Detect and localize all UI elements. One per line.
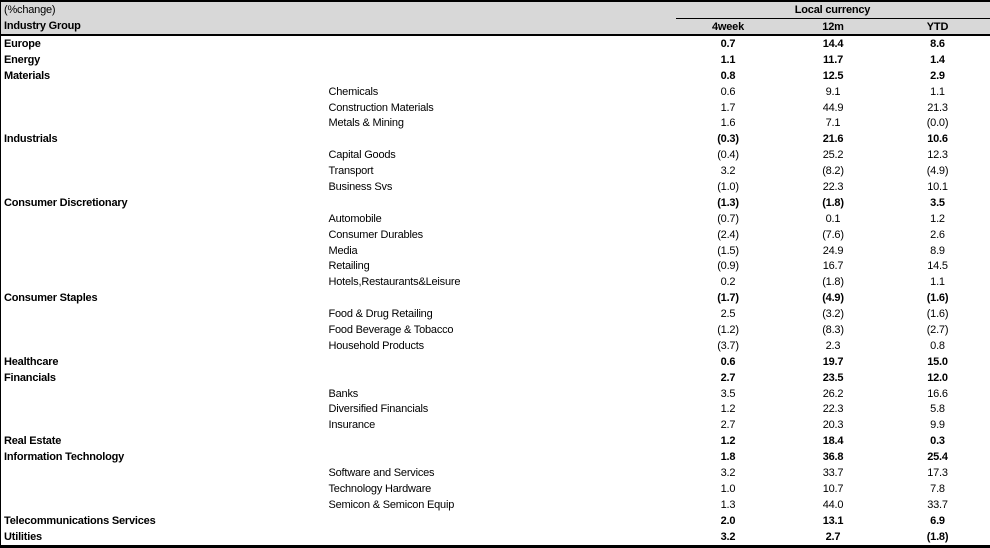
value-ytd: (0.0) (886, 115, 990, 131)
industry-label (1, 243, 326, 259)
industry-label (1, 465, 326, 481)
value-4week: 1.3 (676, 497, 781, 513)
table-row (1, 417, 990, 433)
value-4week: (1.7) (676, 290, 781, 306)
value-12m: 19.7 (781, 354, 886, 370)
value-12m: 44.9 (781, 100, 886, 116)
value-ytd: 2.6 (886, 227, 990, 243)
table-row (1, 131, 990, 147)
industry-label (1, 84, 326, 100)
subindustry-label: Diversified Financials (326, 401, 676, 417)
value-ytd: (1.8) (886, 529, 990, 546)
industry-label (1, 179, 326, 195)
value-12m: 13.1 (781, 513, 886, 529)
industry-label: Energy (1, 52, 326, 68)
table-row (1, 115, 990, 131)
value-ytd: 1.1 (886, 84, 990, 100)
subindustry-label (326, 131, 676, 147)
value-ytd: 33.7 (886, 497, 990, 513)
value-ytd: 10.6 (886, 131, 990, 147)
value-ytd: 5.8 (886, 401, 990, 417)
value-12m: 16.7 (781, 258, 886, 274)
industry-label (1, 100, 326, 116)
value-ytd: 21.3 (886, 100, 990, 116)
subindustry-label: Metals & Mining (326, 115, 676, 131)
value-ytd: (1.6) (886, 306, 990, 322)
value-12m: 26.2 (781, 386, 886, 402)
industry-label (1, 401, 326, 417)
industry-label (1, 386, 326, 402)
industry-label: Healthcare (1, 354, 326, 370)
value-12m: 9.1 (781, 84, 886, 100)
table-row (1, 386, 990, 402)
industry-label (1, 163, 326, 179)
value-12m: 22.3 (781, 179, 886, 195)
value-4week: 3.2 (676, 163, 781, 179)
table-row (1, 465, 990, 481)
value-4week: 2.7 (676, 417, 781, 433)
subindustry-label (326, 513, 676, 529)
value-12m: (1.8) (781, 195, 886, 211)
value-4week: (1.2) (676, 322, 781, 338)
table-row (1, 338, 990, 354)
value-4week: (0.9) (676, 258, 781, 274)
value-ytd: 25.4 (886, 449, 990, 465)
industry-label: Europe (1, 35, 326, 52)
value-ytd: 3.5 (886, 195, 990, 211)
value-12m: 18.4 (781, 433, 886, 449)
industry-label: Consumer Discretionary (1, 195, 326, 211)
table-row (1, 497, 990, 513)
table-row (1, 35, 990, 52)
table-row (1, 306, 990, 322)
value-12m: 10.7 (781, 481, 886, 497)
value-12m: 36.8 (781, 449, 886, 465)
header-row-currency (1, 1, 990, 19)
subindustry-label: Food Beverage & Tobacco (326, 322, 676, 338)
value-4week: (1.0) (676, 179, 781, 195)
value-4week: 0.6 (676, 84, 781, 100)
industry-label (1, 147, 326, 163)
industry-label: Telecommunications Services (1, 513, 326, 529)
value-4week: (2.4) (676, 227, 781, 243)
industry-label (1, 227, 326, 243)
subindustry-label: Technology Hardware (326, 481, 676, 497)
table-row (1, 100, 990, 116)
table-row (1, 258, 990, 274)
value-12m: 14.4 (781, 35, 886, 52)
table-row (1, 68, 990, 84)
value-4week: 2.7 (676, 370, 781, 386)
pct-change-label: (%change) (1, 1, 676, 19)
subindustry-label: Transport (326, 163, 676, 179)
value-4week: 1.2 (676, 401, 781, 417)
value-12m: 2.3 (781, 338, 886, 354)
value-ytd: 8.9 (886, 243, 990, 259)
subindustry-label: Capital Goods (326, 147, 676, 163)
subindustry-label: Software and Services (326, 465, 676, 481)
industry-label (1, 322, 326, 338)
value-4week: 0.7 (676, 35, 781, 52)
table-row (1, 322, 990, 338)
value-ytd: 1.1 (886, 274, 990, 290)
value-4week: 0.6 (676, 354, 781, 370)
value-ytd: 16.6 (886, 386, 990, 402)
local-currency-header: Local currency (676, 1, 990, 19)
value-ytd: 0.8 (886, 338, 990, 354)
industry-label: Utilities (1, 529, 326, 546)
table-row (1, 52, 990, 68)
subindustry-label: Media (326, 243, 676, 259)
value-12m: 23.5 (781, 370, 886, 386)
value-ytd: 6.9 (886, 513, 990, 529)
value-4week: 2.0 (676, 513, 781, 529)
industry-label (1, 306, 326, 322)
value-4week: 1.6 (676, 115, 781, 131)
value-4week: (3.7) (676, 338, 781, 354)
subindustry-label: Hotels,Restaurants&Leisure (326, 274, 676, 290)
table-row (1, 529, 990, 546)
table-header (1, 1, 990, 35)
value-12m: 7.1 (781, 115, 886, 131)
value-12m: (4.9) (781, 290, 886, 306)
value-ytd: 1.2 (886, 211, 990, 227)
header-row-columns (1, 19, 990, 36)
value-ytd: (4.9) (886, 163, 990, 179)
value-12m: (8.3) (781, 322, 886, 338)
value-ytd: 8.6 (886, 35, 990, 52)
value-12m: 25.2 (781, 147, 886, 163)
subindustry-label: Retailing (326, 258, 676, 274)
subindustry-label: Chemicals (326, 84, 676, 100)
value-12m: (1.8) (781, 274, 886, 290)
subindustry-label: Insurance (326, 417, 676, 433)
value-4week: 0.2 (676, 274, 781, 290)
industry-label (1, 115, 326, 131)
value-12m: 12.5 (781, 68, 886, 84)
value-12m: 21.6 (781, 131, 886, 147)
value-4week: 1.1 (676, 52, 781, 68)
col-header-ytd: YTD (886, 19, 990, 36)
subindustry-label (326, 52, 676, 68)
value-ytd: (1.6) (886, 290, 990, 306)
value-ytd: 7.8 (886, 481, 990, 497)
table-row (1, 481, 990, 497)
value-4week: 1.8 (676, 449, 781, 465)
value-12m: 2.7 (781, 529, 886, 546)
value-4week: 2.5 (676, 306, 781, 322)
industry-label (1, 497, 326, 513)
industry-label (1, 258, 326, 274)
table-row (1, 147, 990, 163)
value-ytd: 15.0 (886, 354, 990, 370)
table-row (1, 449, 990, 465)
value-ytd: 14.5 (886, 258, 990, 274)
table-row (1, 211, 990, 227)
value-12m: 20.3 (781, 417, 886, 433)
subindustry-label (326, 529, 676, 546)
industry-label: Financials (1, 370, 326, 386)
subindustry-label: Business Svs (326, 179, 676, 195)
table-row (1, 433, 990, 449)
value-ytd: 17.3 (886, 465, 990, 481)
value-12m: (8.2) (781, 163, 886, 179)
value-ytd: 9.9 (886, 417, 990, 433)
table-row (1, 401, 990, 417)
table-row (1, 354, 990, 370)
value-ytd: 12.3 (886, 147, 990, 163)
industry-label (1, 417, 326, 433)
subindustry-label: Construction Materials (326, 100, 676, 116)
value-ytd: (2.7) (886, 322, 990, 338)
col-header-12m: 12m (781, 19, 886, 36)
industry-label (1, 338, 326, 354)
col-header-4week: 4week (676, 19, 781, 36)
table-row (1, 290, 990, 306)
value-4week: 1.2 (676, 433, 781, 449)
value-4week: (0.3) (676, 131, 781, 147)
value-12m: 0.1 (781, 211, 886, 227)
value-4week: (0.4) (676, 147, 781, 163)
value-4week: (0.7) (676, 211, 781, 227)
industry-label (1, 481, 326, 497)
table-row (1, 84, 990, 100)
subindustry-label: Consumer Durables (326, 227, 676, 243)
value-4week: (1.3) (676, 195, 781, 211)
value-12m: 24.9 (781, 243, 886, 259)
value-ytd: 10.1 (886, 179, 990, 195)
industry-label: Information Technology (1, 449, 326, 465)
subindustry-label (326, 195, 676, 211)
industry-label (1, 274, 326, 290)
table-row (1, 227, 990, 243)
value-4week: 3.2 (676, 465, 781, 481)
table-row (1, 274, 990, 290)
table-row (1, 179, 990, 195)
table-row (1, 513, 990, 529)
subindustry-label (326, 354, 676, 370)
value-4week: 1.0 (676, 481, 781, 497)
subindustry-label (326, 35, 676, 52)
industry-label (1, 211, 326, 227)
value-ytd: 2.9 (886, 68, 990, 84)
table-row (1, 195, 990, 211)
industry-label: Consumer Staples (1, 290, 326, 306)
value-ytd: 1.4 (886, 52, 990, 68)
value-12m: 44.0 (781, 497, 886, 513)
value-4week: 1.7 (676, 100, 781, 116)
value-ytd: 0.3 (886, 433, 990, 449)
industry-label: Real Estate (1, 433, 326, 449)
subindustry-label (326, 433, 676, 449)
subindustry-label (326, 290, 676, 306)
table-row (1, 370, 990, 386)
value-4week: 3.5 (676, 386, 781, 402)
subindustry-label (326, 68, 676, 84)
industry-group-header: Industry Group (1, 19, 676, 36)
value-12m: 11.7 (781, 52, 886, 68)
value-4week: 0.8 (676, 68, 781, 84)
value-12m: (7.6) (781, 227, 886, 243)
value-12m: 22.3 (781, 401, 886, 417)
subindustry-label (326, 449, 676, 465)
industry-label: Materials (1, 68, 326, 84)
subindustry-label (326, 370, 676, 386)
value-ytd: 12.0 (886, 370, 990, 386)
value-12m: (3.2) (781, 306, 886, 322)
table-row (1, 243, 990, 259)
value-12m: 33.7 (781, 465, 886, 481)
table-body (1, 35, 990, 546)
subindustry-label: Semicon & Semicon Equip (326, 497, 676, 513)
value-4week: (1.5) (676, 243, 781, 259)
subindustry-label: Food & Drug Retailing (326, 306, 676, 322)
subindustry-label: Automobile (326, 211, 676, 227)
subindustry-label: Household Products (326, 338, 676, 354)
subindustry-label: Banks (326, 386, 676, 402)
industry-label: Industrials (1, 131, 326, 147)
table-row (1, 163, 990, 179)
value-4week: 3.2 (676, 529, 781, 546)
